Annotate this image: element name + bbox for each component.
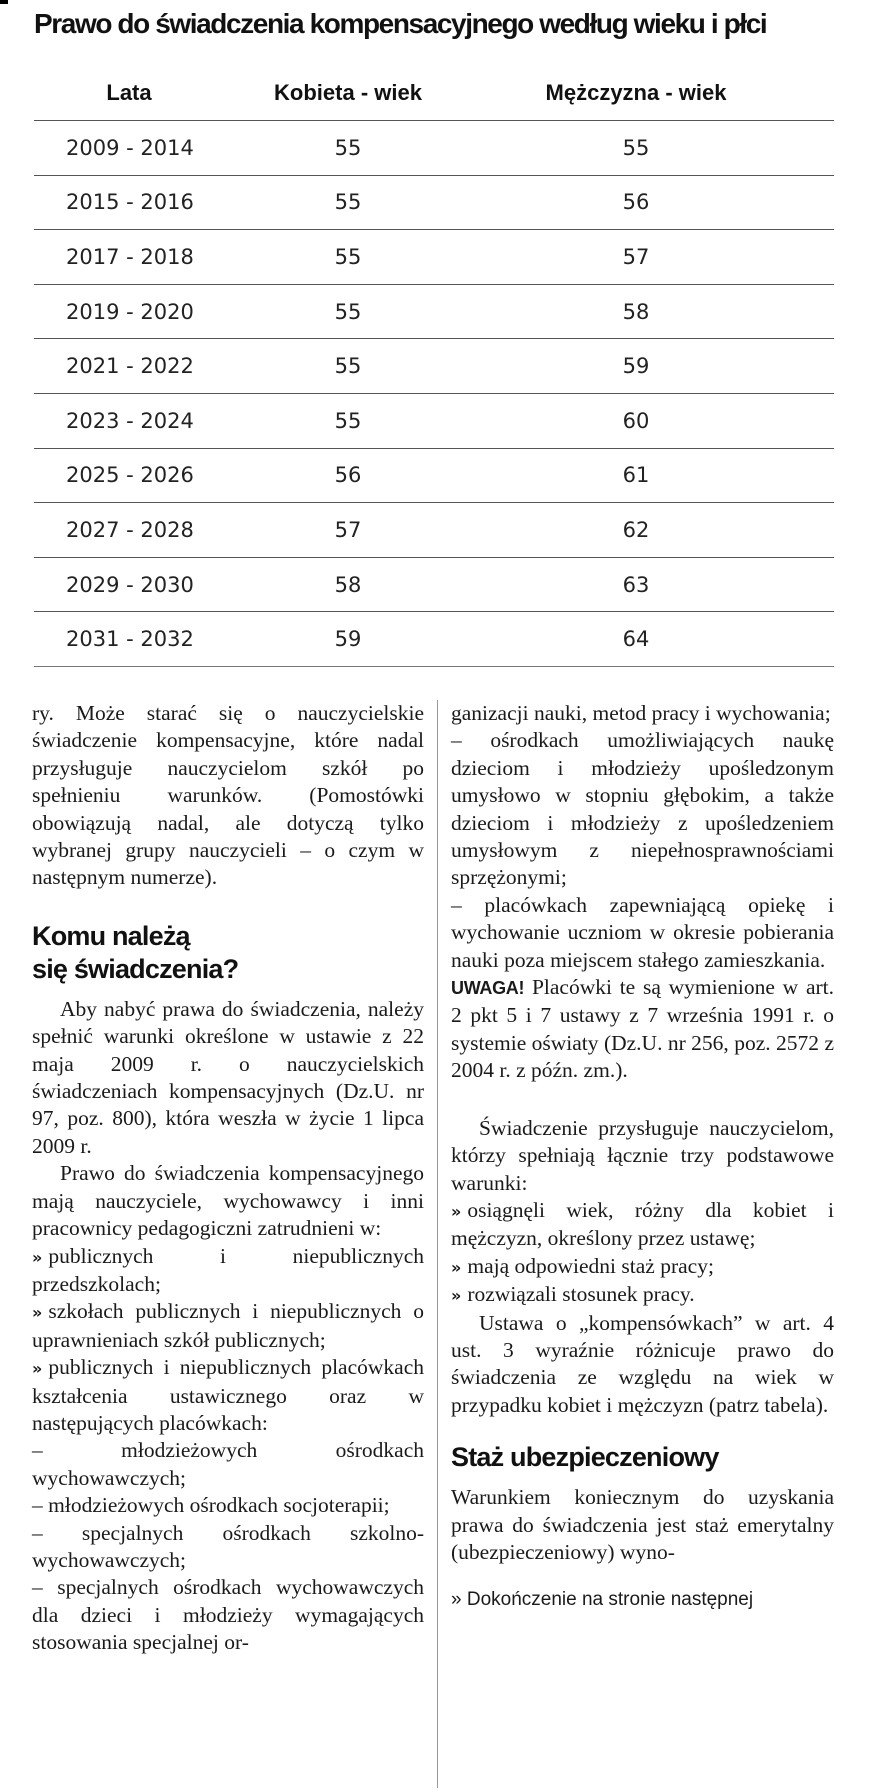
table-row	[34, 612, 834, 667]
row-years-cell: 2017 - 2018	[34, 230, 258, 285]
dash-item: – specjalnych ośrodkach wychowawczych dla dzieci i młodzieży wymagających stosowania specjalnej or-	[32, 1575, 424, 1655]
section-heading	[32, 920, 424, 986]
table-row	[34, 284, 834, 339]
column-header-women-age: Kobieta - wiek	[258, 66, 438, 121]
row-men-age-cell: 56	[438, 175, 834, 230]
table-row	[34, 339, 834, 394]
uwaga-label: UWAGA!	[451, 978, 525, 999]
row-women-age-cell: 56	[258, 448, 438, 503]
table-title: Prawo do świadczenia kompensacyjnego według wieku i płci	[34, 8, 767, 39]
right-text-column	[451, 700, 834, 1614]
row-years-cell: 2027 - 2028	[34, 503, 258, 558]
page-corner-mark	[0, 0, 8, 4]
row-women-age-cell: 55	[258, 284, 438, 339]
row-women-age-cell: 55	[258, 393, 438, 448]
row-men-age-cell: 64	[438, 612, 834, 667]
row-men-age-cell: 59	[438, 339, 834, 394]
row-men-age-cell: 62	[438, 503, 834, 558]
note-paragraph	[451, 974, 834, 1085]
column-header-men-age: Mężczyzna - wiek	[438, 66, 834, 121]
row-women-age-cell: 59	[258, 612, 438, 667]
row-women-age-cell: 55	[258, 339, 438, 394]
row-women-age-cell: 57	[258, 503, 438, 558]
row-men-age-cell: 58	[438, 284, 834, 339]
row-women-age-cell: 55	[258, 175, 438, 230]
body-paragraph: Prawo do świadczenia kompensacyjnego mają nauczyciele, wychowawcy i inni pracownicy pedagogiczni zatrudnieni w:	[32, 1161, 424, 1241]
continued-on-next-page: » Dokończenie na stronie następnej	[451, 1589, 754, 1611]
section-heading-line: Komu należą	[32, 920, 190, 951]
left-text-column	[32, 700, 424, 1657]
bullet-item: » mają odpowiedni staż pracy;	[451, 1253, 834, 1281]
row-years-cell: 2015 - 2016	[34, 175, 258, 230]
body-paragraph: Warunkiem koniecznym do uzyskania prawa do świadczenia jest staż emerytalny (ubezpieczeniowy) wyno-	[451, 1485, 834, 1564]
row-years-cell: 2031 - 2032	[34, 612, 258, 667]
row-men-age-cell: 55	[438, 121, 834, 176]
age-table	[34, 66, 834, 667]
row-men-age-cell: 61	[438, 448, 834, 503]
intro-paragraph: ry. Może starać się o nauczycielskie świadczenie kompensacyjne, które nadal przysługuje nauczycielom szkół po spełnieniu warunków. (Pomostówki obowiązują nadal, ale dotyczą tylko wybranej grupy nauczycieli – o czym w następnym numerze).	[32, 701, 424, 890]
bullet-item: » publicznych i niepublicznych przedszkolach;	[32, 1243, 424, 1299]
bullet-item: » publicznych i niepublicznych placówkach kształcenia ustawicznego oraz w następujących placówkach:	[32, 1354, 424, 1437]
row-years-cell: 2021 - 2022	[34, 339, 258, 394]
body-paragraph: Ustawa o „kompensówkach” w art. 4 ust. 3 wyraźnie różnicuje prawo do świadczenia ze względu na wiek w przypadku kobiet i mężczyzn (patrz tabela).	[451, 1310, 834, 1417]
row-years-cell: 2009 - 2014	[34, 121, 258, 176]
table-row	[34, 393, 834, 448]
uwaga-text: Placówki te są wymienione w art. 2 pkt 5 i 7 ustawy z 7 września 1991 r. o systemie oświaty (Dz.U. nr 256, poz. 2572 z 2004 r. z późn. zm.).	[451, 975, 834, 1083]
row-years-cell: 2029 - 2030	[34, 557, 258, 612]
column-header-years: Lata	[34, 66, 258, 121]
row-years-cell: 2023 - 2024	[34, 393, 258, 448]
dash-item: – młodzieżowych ośrodkach wychowawczych;	[32, 1438, 424, 1490]
dash-item: – młodzieżowych ośrodkach socjoterapii;	[32, 1493, 390, 1518]
section-heading: Staż ubezpieczeniowy	[451, 1442, 719, 1473]
row-men-age-cell: 63	[438, 557, 834, 612]
continued-line: ganizacji nauki, metod pracy i wychowania;	[451, 701, 831, 725]
dash-item: – ośrodkach umożliwiających naukę dzieciom i młodzieży upośledzonym umysłowo w stopniu głębokim, a także dzieciom i młodzieży z upośledzeniem umysłowym z niepełnosprawnościami sprzężonymi;	[451, 728, 834, 890]
table-row	[34, 557, 834, 612]
dash-item: – specjalnych ośrodkach szkolno-wychowawczych;	[32, 1520, 424, 1572]
table-row	[34, 503, 834, 558]
bullet-item: » szkołach publicznych i niepublicznych o uprawnieniach szkół publicznych;	[32, 1298, 424, 1354]
table-row	[34, 121, 834, 176]
row-men-age-cell: 57	[438, 230, 834, 285]
table-row	[34, 175, 834, 230]
bullet-item: » rozwiązali stosunek pracy.	[451, 1281, 834, 1309]
body-paragraph: Świadczenie przysługuje nauczycielom, którzy spełniają łącznie trzy podstawowe warunki:	[451, 1115, 834, 1195]
table-row	[34, 448, 834, 503]
column-divider	[437, 700, 438, 1788]
table-header-row	[34, 66, 834, 121]
section-heading-line: się świadczenia?	[32, 953, 239, 984]
row-women-age-cell: 58	[258, 557, 438, 612]
dash-item: – placówkach zapewniającą opiekę i wychowanie uczniom w okresie pobierania nauki poza miejscem stałego zamieszkania.	[451, 892, 834, 972]
row-women-age-cell: 55	[258, 121, 438, 176]
body-paragraph: Aby nabyć prawa do świadczenia, należy spełnić warunki określone w ustawie z 22 maja 2009 r. o nauczycielskich świadczeniach kompensacyjnych (Dz.U. nr 97, poz. 800), która weszła w życie 1 lipca 2009 r.	[32, 996, 424, 1158]
row-years-cell: 2019 - 2020	[34, 284, 258, 339]
row-women-age-cell: 55	[258, 230, 438, 285]
table-row	[34, 230, 834, 285]
row-years-cell: 2025 - 2026	[34, 448, 258, 503]
bullet-item: » osiągnęli wiek, różny dla kobiet i mężczyzn, określony przez ustawę;	[451, 1197, 834, 1253]
row-men-age-cell: 60	[438, 393, 834, 448]
